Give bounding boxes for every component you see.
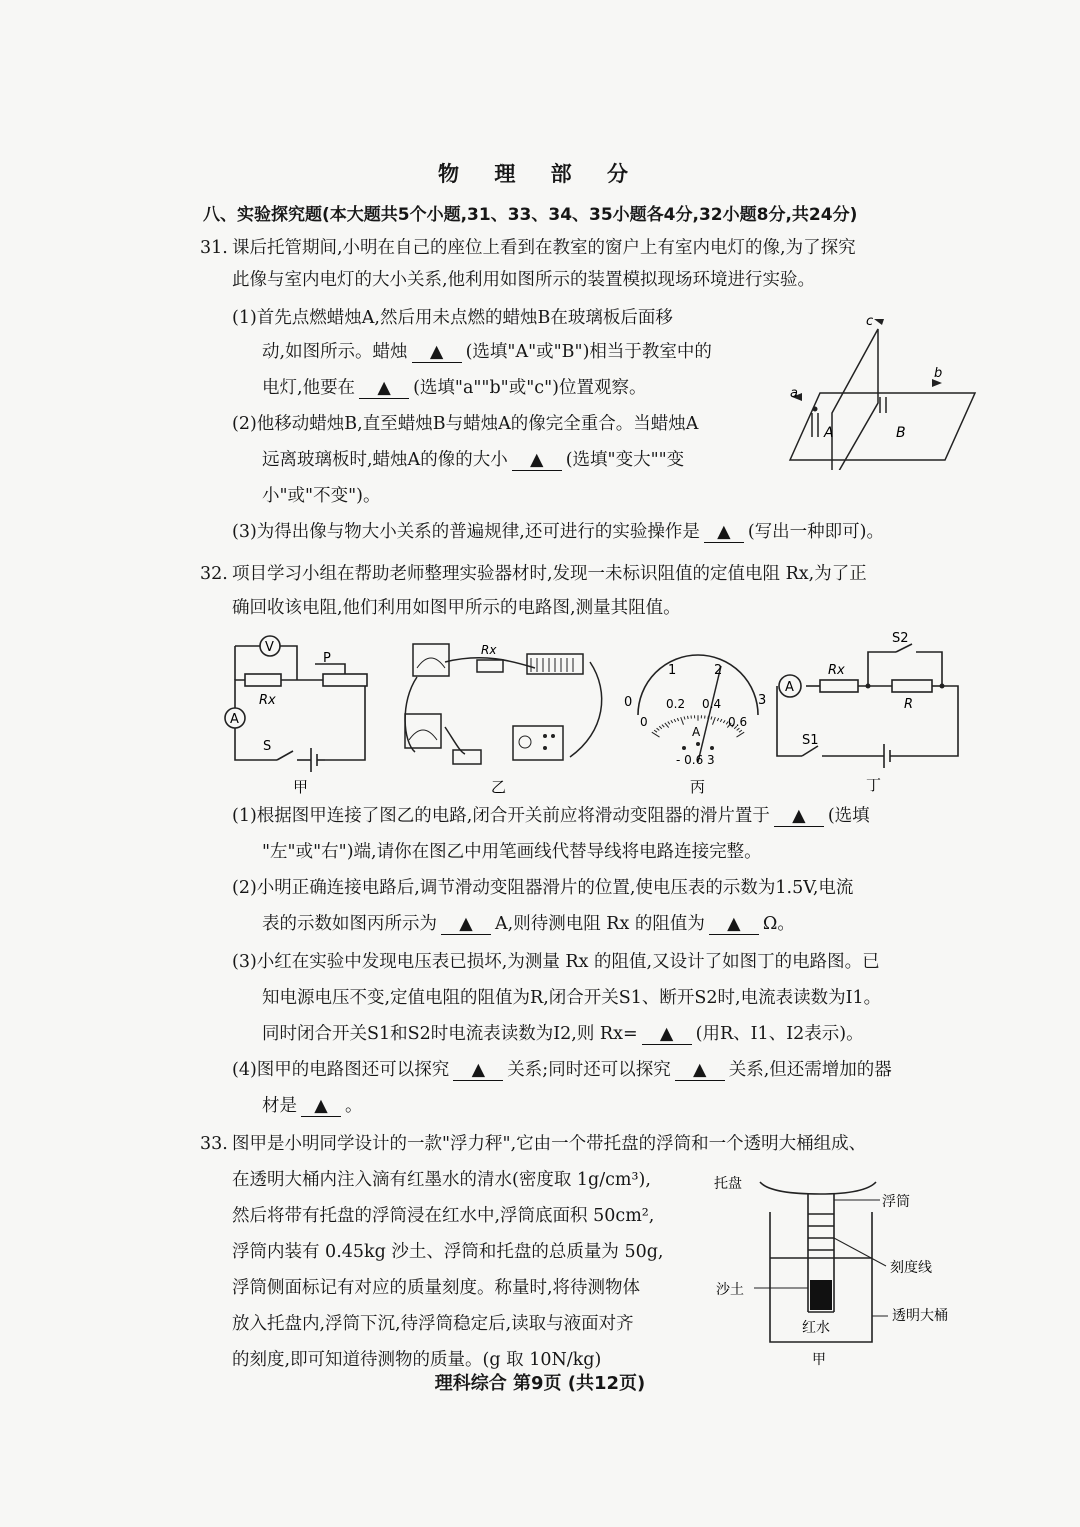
answer-blank[interactable]: ▲	[512, 452, 562, 471]
dial-tick	[711, 717, 712, 720]
svg-text:甲: 甲	[293, 778, 309, 796]
dial-tick	[671, 720, 673, 723]
dial-tick	[652, 732, 660, 737]
q33-line-3: 然后将带有托盘的浮筒浸在红水中,浮筒底面积 50cm²,	[232, 1206, 655, 1226]
svg-text:V: V	[265, 640, 274, 655]
question-32-number: 32.	[200, 564, 228, 584]
section-header: 八、实验探究题(本大题共5个小题,31、33、34、35小题各4分,32小题8分,共24分)	[203, 205, 858, 225]
resistor-r	[892, 680, 932, 692]
svg-text:Rx: Rx	[828, 663, 845, 678]
dial-tick	[713, 717, 716, 725]
answer-blank[interactable]: ▲	[675, 1062, 725, 1081]
dial-tick	[674, 719, 676, 722]
svg-text:Rx: Rx	[481, 643, 497, 657]
answer-blank[interactable]: ▲	[301, 1098, 341, 1117]
question-33-number: 33.	[200, 1134, 228, 1154]
dial-tick	[665, 723, 669, 728]
q33-line-7: 的刻度,即可知道待测物的质量。(g 取 10N/kg)	[232, 1350, 602, 1370]
q33-line-6: 放入托盘内,浮筒下沉,待浮筒稳定后,读取与液面对齐	[232, 1314, 634, 1334]
outer-tick-2: 2	[714, 663, 723, 678]
figure-jia-circuit	[215, 630, 385, 800]
svg-text:A: A	[824, 425, 834, 441]
q31-p2-line-3: 小"或"不变")。	[262, 486, 381, 506]
q31-p3-line-1: (3)为得出像与物大小关系的普遍规律,还可进行的实验操作是 ▲ (写出一种即可)。	[232, 522, 885, 542]
dial-tick	[739, 730, 742, 732]
eye-c-icon	[874, 319, 884, 325]
answer-blank[interactable]: ▲	[709, 916, 759, 935]
q32-p1-line-1: (1)根据图甲连接了图乙的电路,闭合开关前应将滑动变阻器的滑片置于 ▲ (选填	[232, 806, 870, 826]
svg-text:乙: 乙	[491, 778, 507, 796]
q31-p1-line-2: 动,如图所示。蜡烛 ▲ (选填"A"或"B")相当于教室中的	[262, 342, 712, 362]
resistor-device	[477, 660, 503, 672]
svg-text:a: a	[790, 386, 798, 401]
inner-tick-1: 0.2	[666, 697, 686, 711]
figure-yi-physical-circuit	[395, 632, 615, 802]
svg-text:S: S	[263, 739, 272, 754]
svg-text:刻度线: 刻度线	[890, 1260, 932, 1276]
answer-blank[interactable]: ▲	[441, 916, 491, 935]
q32-p1-line-2: "左"或"右")端,请你在图乙中用笔画线代替导线将电路连接完整。	[262, 842, 762, 862]
svg-text:甲: 甲	[812, 1352, 826, 1368]
resistor-rx	[820, 680, 858, 692]
q32-stem-line-1: 项目学习小组在帮助老师整理实验器材时,发现一未标识阻值的定值电阻 Rx,为了正	[232, 564, 867, 584]
svg-text:透明大桶: 透明大桶	[892, 1308, 948, 1324]
q31-mirror-figure	[770, 305, 990, 470]
svg-text:Rx: Rx	[259, 693, 276, 708]
q33-line-5: 浮筒侧面标记有对应的质量刻度。称量时,将待测物体	[232, 1278, 641, 1298]
outer-tick-0: 0	[624, 695, 633, 710]
ammeter-device	[405, 714, 441, 748]
q32-p2-line-1: (2)小明正确连接电路后,调节滑动变阻器滑片的位置,使电压表的示数为1.5V,电流	[232, 878, 854, 898]
dial-tick	[720, 719, 722, 722]
q31-p2-line-2: 远离玻璃板时,蜡烛A的像的大小 ▲ (选填"变大""变	[262, 450, 685, 470]
q31-stem-line-1: 课后托管期间,小明在自己的座位上看到在教室的窗户上有室内电灯的像,为了探究	[232, 238, 856, 258]
svg-text:A: A	[230, 712, 239, 727]
power-supply-device	[513, 726, 563, 760]
rheostat	[323, 674, 367, 686]
answer-blank[interactable]: ▲	[774, 808, 824, 827]
figure-ding-circuit	[772, 628, 972, 800]
q31-stem-line-2: 此像与室内电灯的大小关系,他利用如图所示的装置模拟现场环境进行实验。	[232, 270, 816, 290]
q32-stem-line-2: 确回收该电阻,他们利用如图甲所示的电路图,测量其阻值。	[232, 598, 681, 618]
q32-p4-line-2: 材是 ▲ 。	[262, 1096, 363, 1116]
sand	[810, 1280, 832, 1310]
dial-tick	[662, 725, 664, 728]
svg-text:c: c	[866, 314, 874, 329]
glass-plate	[832, 329, 878, 470]
svg-text:丁: 丁	[866, 776, 882, 794]
answer-blank[interactable]: ▲	[642, 1026, 692, 1045]
svg-text:- 0.6 3: - 0.6 3	[676, 753, 715, 767]
switch-s	[277, 751, 293, 760]
answer-blank[interactable]: ▲	[359, 380, 409, 399]
q31-p1-line-1: (1)首先点燃蜡烛A,然后用未点燃的蜡烛B在玻璃板后面移	[232, 308, 673, 328]
candle-a-flame	[813, 407, 818, 412]
q31-p1-line-3: 电灯,他要在 ▲ (选填"a""b"或"c")位置观察。	[262, 378, 647, 398]
svg-text:A: A	[692, 725, 701, 739]
figure-bing-ammeter-dial	[618, 650, 778, 802]
dial-tick	[668, 722, 670, 725]
dial-tick	[723, 720, 725, 723]
answer-blank[interactable]: ▲	[412, 344, 462, 363]
answer-blank[interactable]: ▲	[453, 1062, 503, 1081]
q32-p3-line-2: 知电源电压不变,定值电阻的阻值为R,闭合开关S1、断开S2时,电流表读数为I1。	[262, 988, 882, 1008]
dial-tick	[657, 728, 660, 730]
inner-tick-2: 0.4	[702, 697, 722, 711]
svg-text:丙: 丙	[690, 778, 706, 796]
question-31-number: 31.	[200, 238, 228, 258]
outer-tick-1: 1	[668, 663, 677, 678]
q32-p2-line-2: 表的示数如图丙所示为 ▲ A,则待测电阻 Rx 的阻值为 ▲ Ω。	[262, 914, 795, 934]
page-footer: 理科综合 第9页 (共12页)	[434, 1373, 646, 1394]
dial-needle	[698, 666, 721, 762]
svg-text:B: B	[896, 425, 906, 441]
dial-tick	[737, 732, 745, 737]
dial-tick	[654, 730, 657, 732]
inner-tick-3: 0.6	[728, 715, 748, 729]
voltmeter-device	[413, 644, 449, 676]
svg-text:沙土: 沙土	[716, 1282, 744, 1298]
resistor-rx	[245, 674, 281, 686]
switch-device	[453, 750, 481, 764]
q33-float-scale-figure	[710, 1170, 980, 1370]
q32-p4-line-1: (4)图甲的电路图还可以探究 ▲ 关系;同时还可以探究 ▲ 关系,但还需增加的器	[232, 1060, 892, 1080]
dial-tick	[681, 717, 684, 725]
svg-text:A: A	[785, 680, 794, 695]
page-title: 物 理 部 分	[438, 162, 642, 186]
svg-text:S1: S1	[802, 733, 819, 748]
dial-tick	[659, 726, 662, 728]
q33-line-1: 图甲是小明同学设计的一款"浮力秤",它由一个带托盘的浮筒和一个透明大桶组成、	[232, 1134, 867, 1154]
answer-blank[interactable]: ▲	[704, 524, 744, 543]
dial-tick	[688, 716, 689, 719]
dial-tick	[677, 718, 678, 721]
svg-text:S2: S2	[892, 631, 909, 646]
q32-p3-line-1: (3)小红在实验中发现电压表已损坏,为测量 Rx 的阻值,又设计了如图丁的电路图。已	[232, 952, 880, 972]
svg-text:红水: 红水	[802, 1320, 830, 1336]
svg-text:托盘: 托盘	[714, 1176, 742, 1192]
q31-p2-line-1: (2)他移动蜡烛B,直至蜡烛B与蜡烛A的像完全重合。当蜡烛A	[232, 414, 699, 434]
outer-tick-3: 3	[758, 693, 767, 708]
q32-p3-line-3: 同时闭合开关S1和S2时电流表读数为I2,则 Rx= ▲ (用R、I1、I2表示)。	[262, 1024, 864, 1044]
q33-line-2: 在透明大桶内注入滴有红墨水的清水(密度取 1g/cm³),	[232, 1170, 651, 1190]
svg-text:b: b	[934, 366, 943, 381]
dial-tick	[684, 717, 685, 720]
svg-text:P: P	[323, 651, 331, 666]
dial-arc	[638, 655, 758, 715]
tray	[760, 1182, 876, 1194]
inner-tick-0: 0	[640, 715, 648, 729]
dial-tick	[717, 718, 718, 721]
q33-line-4: 浮筒内装有 0.45kg 沙土、浮筒和托盘的总质量为 50g,	[232, 1242, 664, 1262]
svg-text:浮筒: 浮筒	[882, 1194, 910, 1210]
svg-text:R: R	[904, 697, 914, 712]
